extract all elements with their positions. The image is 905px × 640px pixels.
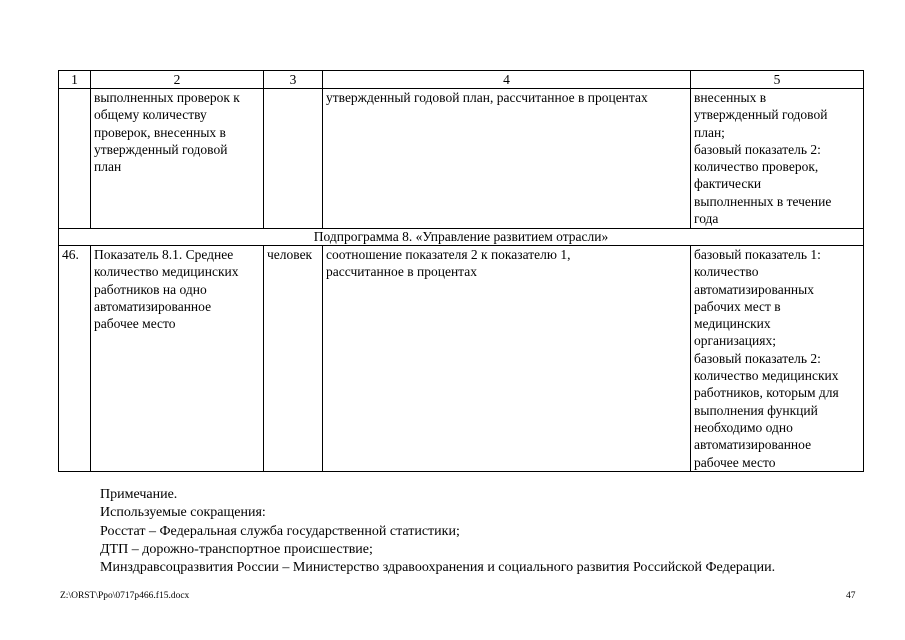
notes-title: Примечание. [100, 487, 178, 502]
header-col-3: 3 [264, 71, 323, 89]
formula-cell: утвержденный годовой план, рассчитанное в процентах [323, 89, 691, 229]
notes-section [100, 486, 775, 577]
abbreviations-heading: Используемые сокращения: [100, 505, 266, 521]
header-col-2: 2 [91, 71, 264, 89]
base-indicators-cell: базовый показатель 1: количество автоматизированных рабочих мест в медицинских организациях; базовый показатель 2: количество медицинских работников, которым для выполнения функций необходимо одно автоматизированное рабочее место [691, 246, 864, 472]
table-row [59, 246, 864, 472]
unit-cell: человек [264, 246, 323, 472]
row-number-cell: 46. [59, 246, 91, 472]
formula-cell: соотношение показателя 2 к показателю 1, рассчитанное в процентах [323, 246, 691, 472]
unit-cell [264, 89, 323, 229]
subprogram-row [59, 229, 864, 246]
page-number: 47 [846, 591, 856, 601]
header-col-4: 4 [323, 71, 691, 89]
abbreviation-item: Росстат – Федеральная служба государственной статистики; [100, 523, 460, 539]
indicator-name-cell: выполненных проверок к общему количеству проверок, внесенных в утвержденный годовой план [91, 89, 264, 229]
row-number-cell [59, 89, 91, 229]
abbreviation-item: Минздравсоцразвития России – Министерство здравоохранения и социального развития Российской Федерации. [100, 560, 776, 576]
base-indicators-cell: внесенных в утвержденный годовой план; базовый показатель 2: количество проверок, фактически выполненных в течение года [691, 89, 864, 229]
subprogram-title: Подпрограмма 8. «Управление развитием отрасли» [59, 229, 864, 246]
indicators-table [58, 70, 864, 472]
table-row [59, 89, 864, 229]
table-header-row [59, 71, 864, 89]
header-col-5: 5 [691, 71, 864, 89]
header-col-1: 1 [59, 71, 91, 89]
abbreviation-item: ДТП – дорожно-транспортное происшествие; [100, 541, 373, 557]
indicator-name-cell: Показатель 8.1. Среднее количество медицинских работников на одно автоматизированное рабочее место [91, 246, 264, 472]
footer-file-path: Z:\ORST\Ppo\0717p466.f15.docx [60, 591, 190, 601]
